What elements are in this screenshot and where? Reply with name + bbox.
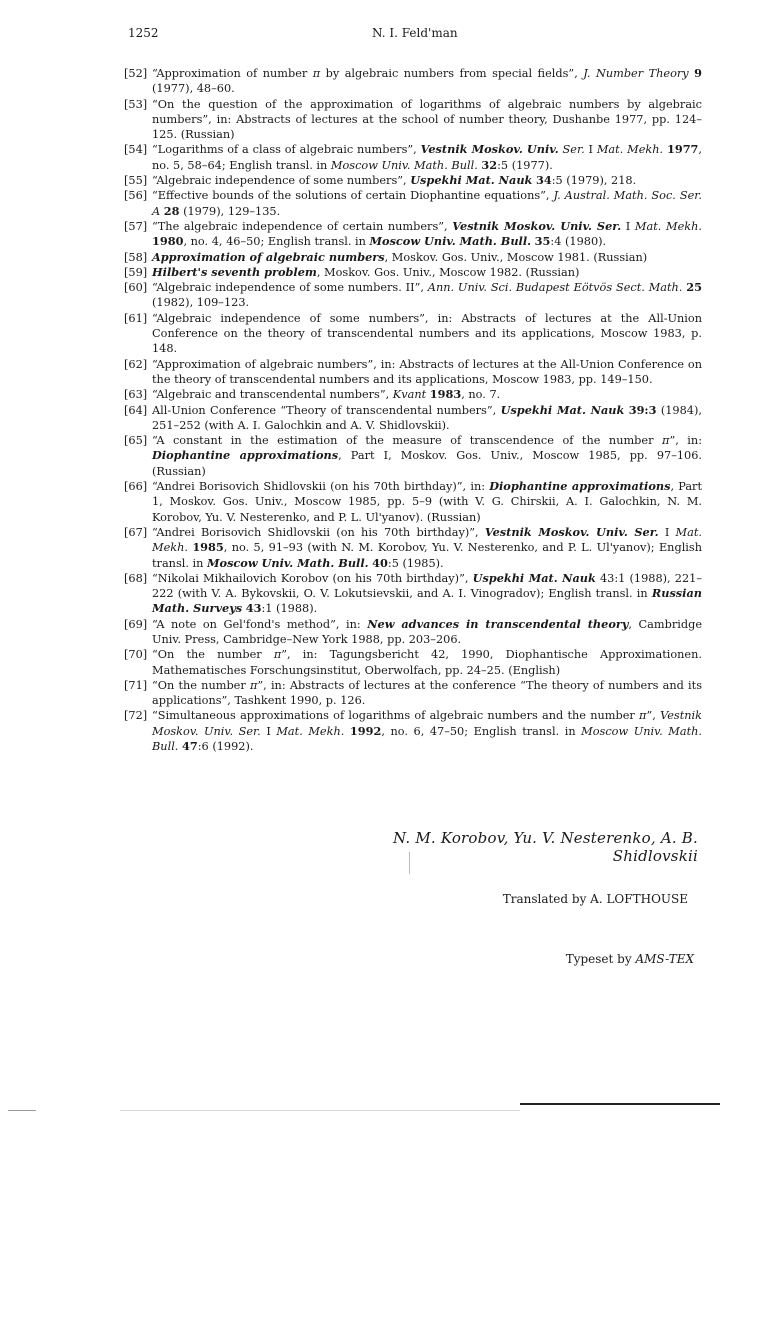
- reference-text: “A constant in the estimation of the measure of transcendence of the number π”, in: Diophantine approximations, Part I, Moskov. Gos. Univ., Moscow 1985, pp. 97–106. (Russian): [152, 434, 703, 478]
- reference-number: [61]: [124, 311, 148, 325]
- reference-number: [64]: [124, 403, 148, 417]
- reference-entry: [124, 433, 702, 479]
- page-header: [128, 26, 700, 46]
- reference-text: “Logarithms of a class of algebraic numbers”, Vestnik Moskov. Univ. Ser. I Mat. Mekh. 1977, no. 5, 58–64; English transl. in Moscow Univ. Math. Bull. 32:5 (1977).: [152, 142, 703, 172]
- reference-entry: [124, 97, 702, 143]
- reference-number: [54]: [124, 143, 148, 157]
- translator-credit: Translated by A. LOFTHOUSE: [502, 892, 688, 906]
- reference-text: “Simultaneous approximations of logarithms of algebraic numbers and the number π”, Vestnik Moskov. Univ. Ser. I Mat. Mekh. 1992, no. 6, 47–50; English transl. in Moscow Univ. Math. Bull. 47:6 (1992).: [152, 709, 702, 754]
- reference-number: [59]: [124, 265, 148, 279]
- reference-entry: [124, 357, 702, 388]
- reference-text: “Approximation of number π by algebraic numbers from special fields”, J. Number Theory 9 (1977), 48–60.: [152, 66, 703, 96]
- reference-text: Approximation of algebraic numbers, Moskov. Gos. Univ., Moscow 1981. (Russian): [152, 249, 648, 264]
- reference-text: “Andrei Borisovich Shidlovskii (on his 70th birthday)”, in: Diophantine approximations, Part 1, Moskov. Gos. Univ., Moscow 1985, pp. 5–9 (with V. G. Chirskii, A. I. Galochkin, N. M. Korobov, Yu. V. Nesterenko, and P. L. Ul'yanov). (Russian): [152, 479, 702, 524]
- reference-text: Hilbert's seventh problem, Moskov. Gos. Univ., Moscow 1982. (Russian): [152, 264, 580, 279]
- reference-entry: [124, 219, 702, 250]
- reference-text: “Nikolai Mikhailovich Korobov (on his 70th birthday)”, Uspekhi Mat. Nauk 43:1 (1988), 221–222 (with V. A. Bykovskii, O. V. Lokutsievskii, and A. I. Vinogradov); English transl. in Russian Math. Surveys 43:1 (1988).: [152, 570, 702, 616]
- reference-number: [55]: [124, 174, 148, 188]
- reference-text: “Algebraic and transcendental numbers”, Kvant 1983, no. 7.: [152, 387, 501, 402]
- reference-text: “On the number π”, in: Tagungsbericht 42, 1990, Diophantische Approximationen. Mathematisches Forschungsinstitut, Oberwolfach, pp. 24–25. (English): [152, 648, 702, 677]
- reference-number: [52]: [124, 67, 148, 80]
- reference-entry: [124, 250, 702, 265]
- reference-text: “Effective bounds of the solutions of certain Diophantine equations”, J. Austral. Math. Soc. Ser. A 28 (1979), 129–135.: [152, 189, 702, 218]
- reference-number: [56]: [124, 189, 148, 203]
- page-number: 1252: [128, 26, 159, 40]
- reference-text: “On the number π”, in: Abstracts of lectures at the conference “The theory of numbers and its applications”, Tashkent 1990, p. 126.: [152, 678, 703, 708]
- reference-list: [124, 66, 702, 754]
- reference-number: [65]: [124, 434, 148, 448]
- reference-text: “Algebraic independence of some numbers”, in: Abstracts of lectures at the All-Union Conference on the theory of transcendental numbers and its applications, Moscow 1983, p. 148.: [152, 311, 702, 356]
- reference-number: [62]: [124, 357, 148, 371]
- reference-text: “A note on Gel'fond's method”, in: New advances in transcendental theory, Cambridge Univ. Press, Cambridge–New York 1988, pp. 203–206.: [152, 616, 703, 646]
- running-head: N. I. Feld'man: [372, 26, 458, 40]
- typeset-system: AMS-TEX: [635, 952, 694, 966]
- reference-entry: [124, 403, 702, 434]
- reference-number: [58]: [124, 250, 148, 264]
- reference-number: [63]: [124, 388, 148, 402]
- scan-speck: [409, 852, 410, 874]
- reference-number: [69]: [124, 617, 148, 631]
- reference-entry: [124, 142, 702, 173]
- reference-entry: [124, 66, 702, 97]
- reference-entry: [124, 617, 702, 648]
- reference-entry: [124, 280, 702, 311]
- reference-entry: [124, 173, 702, 188]
- reference-number: [72]: [124, 709, 148, 723]
- reference-text: All-Union Conference “Theory of transcendental numbers”, Uspekhi Mat. Nauk 39:3 (1984), 251–252 (with A. I. Galochkin and A. V. Shidlovskii).: [152, 402, 702, 432]
- reference-number: [70]: [124, 648, 148, 662]
- reference-entry: [124, 188, 702, 219]
- reference-text: “The algebraic independence of certain numbers”, Vestnik Moskov. Univ. Ser. I Mat. Mekh. 1980, no. 4, 46–50; English transl. in Moscow Univ. Math. Bull. 35:4 (1980).: [152, 218, 702, 249]
- reference-entry: [124, 265, 702, 280]
- reference-number: [53]: [124, 97, 148, 111]
- reference-entry: [124, 311, 702, 357]
- reference-number: [60]: [124, 281, 148, 295]
- reference-number: [67]: [124, 525, 148, 539]
- reference-text: “Algebraic independence of some numbers. II”, Ann. Univ. Sci. Budapest Eötvös Sect. Math. 25 (1982), 109–123.: [152, 280, 702, 310]
- scan-edge-mark: [8, 1110, 36, 1111]
- bottom-rule: [520, 1103, 720, 1105]
- author-signature: N. M. Korobov, Yu. V. Nesterenko, A. B. Shidlovskii: [393, 829, 698, 865]
- reference-entry: [124, 479, 702, 525]
- reference-entry: [124, 708, 702, 754]
- reference-entry: [124, 525, 702, 571]
- typeset-credit: [440, 952, 694, 966]
- reference-number: [66]: [124, 480, 148, 494]
- reference-number: [57]: [124, 219, 148, 233]
- reference-entry: [124, 387, 702, 402]
- reference-entry: [124, 571, 702, 617]
- reference-text: “Algebraic independence of some numbers”, Uspekhi Mat. Nauk 34:5 (1979), 218.: [152, 173, 637, 188]
- reference-text: “Approximation of algebraic numbers”, in: Abstracts of lectures at the All-Union Conference on the theory of transcendental numbers and its applications, Moscow 1983, pp. 149–150.: [152, 357, 702, 386]
- reference-number: [68]: [124, 571, 148, 585]
- reference-number: [71]: [124, 678, 148, 692]
- scan-faint-line: [120, 1110, 520, 1111]
- reference-text: “On the question of the approximation of logarithms of algebraic numbers by algebraic numbers”, in: Abstracts of lectures at the school of number theory, Dushanbe 1977, pp. 124–125. (Russian): [152, 97, 702, 142]
- typeset-prefix: Typeset by: [565, 952, 636, 966]
- reference-entry: [124, 678, 702, 709]
- reference-text: “Andrei Borisovich Shidlovskii (on his 70th birthday)”, Vestnik Moskov. Univ. Ser. I Mat. Mekh. 1985, no. 5, 91–93 (with N. M. Korobov, Yu. V. Nesterenko, and P. L. Ul'yanov); English transl. in Moscow Univ. Math. Bull. 40:5 (1985).: [152, 524, 702, 570]
- reference-entry: [124, 647, 702, 678]
